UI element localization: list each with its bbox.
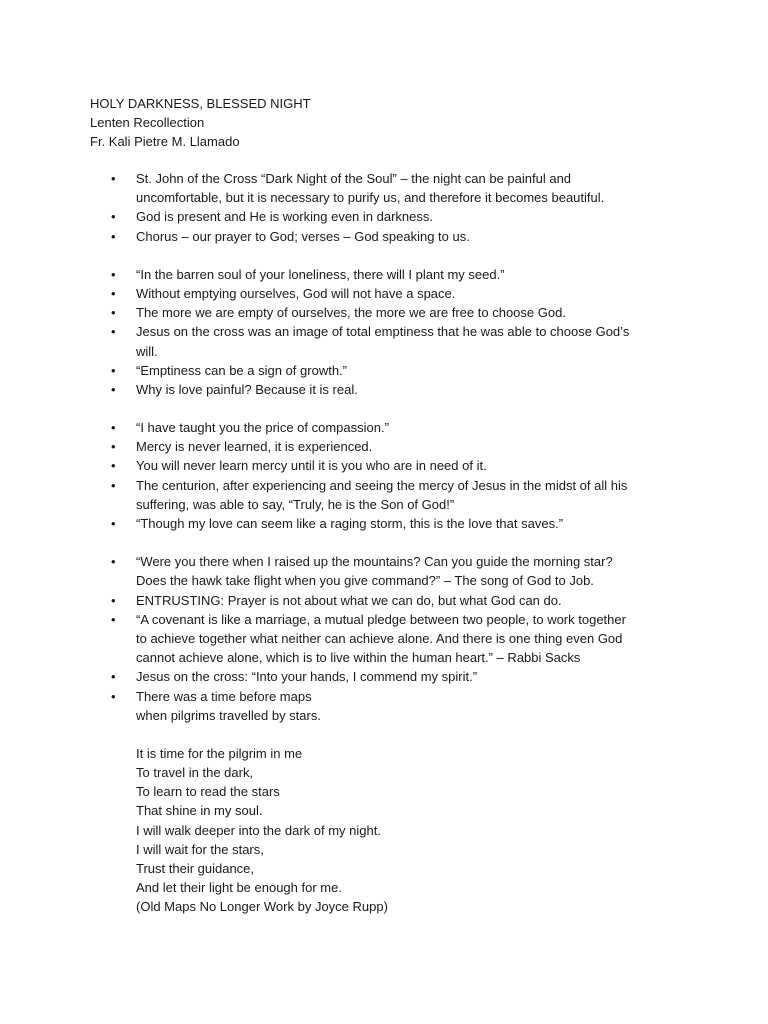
poem-line: To learn to read the stars: [136, 784, 280, 800]
bullet-text-line: when pilgrims travelled by stars.: [136, 707, 321, 723]
bullet-text-line: “Emptiness can be a sign of growth.”: [136, 362, 347, 378]
bullet-item: [0, 227, 768, 246]
poem-line: I will walk deeper into the dark of my night.: [136, 822, 381, 838]
bullet-item: [0, 303, 768, 322]
bullet-dot-icon: •: [111, 209, 116, 225]
bullet-text-line: Jesus on the cross was an image of total emptiness that he was able to choose God’s: [136, 324, 630, 340]
bullet-item: [0, 169, 768, 207]
bullet-dot-icon: •: [111, 439, 116, 455]
bullet-text-line: There was a time before maps: [136, 688, 312, 704]
bullet-dot-icon: •: [111, 592, 116, 608]
bullet-dot-icon: •: [111, 516, 116, 531]
bullet-text-line: cannot achieve alone, which is to live within the human heart.” – Rabbi Sacks: [136, 650, 581, 666]
bullet-text-line: Why is love painful? Because it is real.: [136, 381, 358, 397]
bullet-item: [0, 514, 768, 533]
poem-block: [0, 744, 768, 917]
bullet-text-line: God is present and He is working even in darkness.: [136, 209, 433, 225]
bullet-dot-icon: •: [111, 688, 116, 704]
bullet-text-line: “In the barren soul of your loneliness, there will I plant my seed.”: [136, 266, 505, 282]
bullet-text-line: “A covenant is like a marriage, a mutual pledge between two people, to work together: [136, 611, 626, 627]
bullet-text-line: ENTRUSTING: Prayer is not about what we can do, but what God can do.: [136, 592, 562, 608]
poem-line: That shine in my soul.: [136, 803, 263, 819]
bullet-text-line: Jesus on the cross: “Into your hands, I commend my spirit.”: [136, 669, 478, 685]
bullet-text-line: Chorus – our prayer to God; verses – God speaking to us.: [136, 228, 470, 244]
bullet-text-line: will.: [136, 343, 158, 359]
bullet-text-line: Without emptying ourselves, God will not have a space.: [136, 285, 456, 301]
bullet-item: [0, 591, 768, 610]
bullet-group: [0, 169, 768, 246]
bullet-item: [0, 207, 768, 226]
bullet-text-line: You will never learn mercy until it is you who are in need of it.: [136, 458, 487, 474]
document-subtitle: Lenten Recollection: [90, 115, 205, 130]
bullet-item: [0, 265, 768, 284]
bullet-item: [0, 610, 768, 668]
bullet-text-line: “I have taught you the price of compassion.”: [136, 420, 389, 436]
bullet-group: [0, 552, 768, 725]
bullet-dot-icon: •: [111, 305, 116, 321]
bullet-dot-icon: •: [111, 266, 116, 282]
document-author: Fr. Kali Pietre M. Llamado: [90, 134, 240, 149]
bullet-sections: [0, 169, 768, 917]
bullet-dot-icon: •: [111, 228, 116, 244]
document-title: HOLY DARKNESS, BLESSED NIGHT: [90, 96, 311, 111]
poem-line: I will wait for the stars,: [136, 841, 264, 857]
bullet-dot-icon: •: [111, 171, 116, 186]
bullet-text-line: Mercy is never learned, it is experienced.: [136, 439, 373, 455]
bullet-text-line: “Though my love can seem like a raging storm, this is the love that saves.”: [136, 516, 564, 531]
bullet-item: [0, 361, 768, 380]
bullet-dot-icon: •: [111, 611, 116, 627]
bullet-dot-icon: •: [111, 362, 116, 378]
bullet-item: [0, 284, 768, 303]
bullet-group: [0, 418, 768, 533]
bullet-item: [0, 380, 768, 399]
bullet-item: [0, 418, 768, 437]
bullet-text-line: suffering, was able to say, “Truly, he is the Son of God!”: [136, 496, 455, 512]
poem-line: (Old Maps No Longer Work by Joyce Rupp): [136, 899, 388, 915]
bullet-item: [0, 456, 768, 475]
bullet-dot-icon: •: [111, 669, 116, 685]
bullet-dot-icon: •: [111, 324, 116, 340]
bullet-item: [0, 476, 768, 514]
bullet-text-line: The centurion, after experiencing and seeing the mercy of Jesus in the midst of all his: [136, 477, 628, 493]
bullet-dot-icon: •: [111, 381, 116, 397]
bullet-dot-icon: •: [111, 420, 116, 436]
bullet-group: [0, 265, 768, 399]
bullet-dot-icon: •: [111, 285, 116, 301]
bullet-item: [0, 687, 768, 725]
poem-line: To travel in the dark,: [136, 765, 254, 781]
bullet-item: [0, 552, 768, 590]
bullet-dot-icon: •: [111, 458, 116, 474]
poem-line: Trust their guidance,: [136, 861, 255, 876]
document-header: [90, 94, 311, 151]
bullet-dot-icon: •: [111, 477, 116, 493]
bullet-text-line: “Were you there when I raised up the mountains? Can you guide the morning star?: [136, 554, 613, 570]
poem-line: It is time for the pilgrim in me: [136, 745, 303, 761]
bullet-text-line: Does the hawk take flight when you give command?” – The song of God to Job.: [136, 573, 594, 589]
bullet-item: [0, 322, 768, 360]
bullet-dot-icon: •: [111, 554, 116, 570]
bullet-text-line: The more we are empty of ourselves, the more we are free to choose God.: [136, 305, 566, 321]
bullet-text-line: St. John of the Cross “Dark Night of the Soul” – the night can be painful and: [136, 171, 572, 186]
poem-line: And let their light be enough for me.: [136, 880, 342, 896]
bullet-text-line: uncomfortable, but it is necessary to purify us, and therefore it becomes beautiful.: [136, 190, 605, 206]
bullet-text-line: to achieve together what neither can achieve alone. And there is one thing even God: [136, 630, 623, 646]
bullet-item: [0, 437, 768, 456]
bullet-item: [0, 667, 768, 686]
